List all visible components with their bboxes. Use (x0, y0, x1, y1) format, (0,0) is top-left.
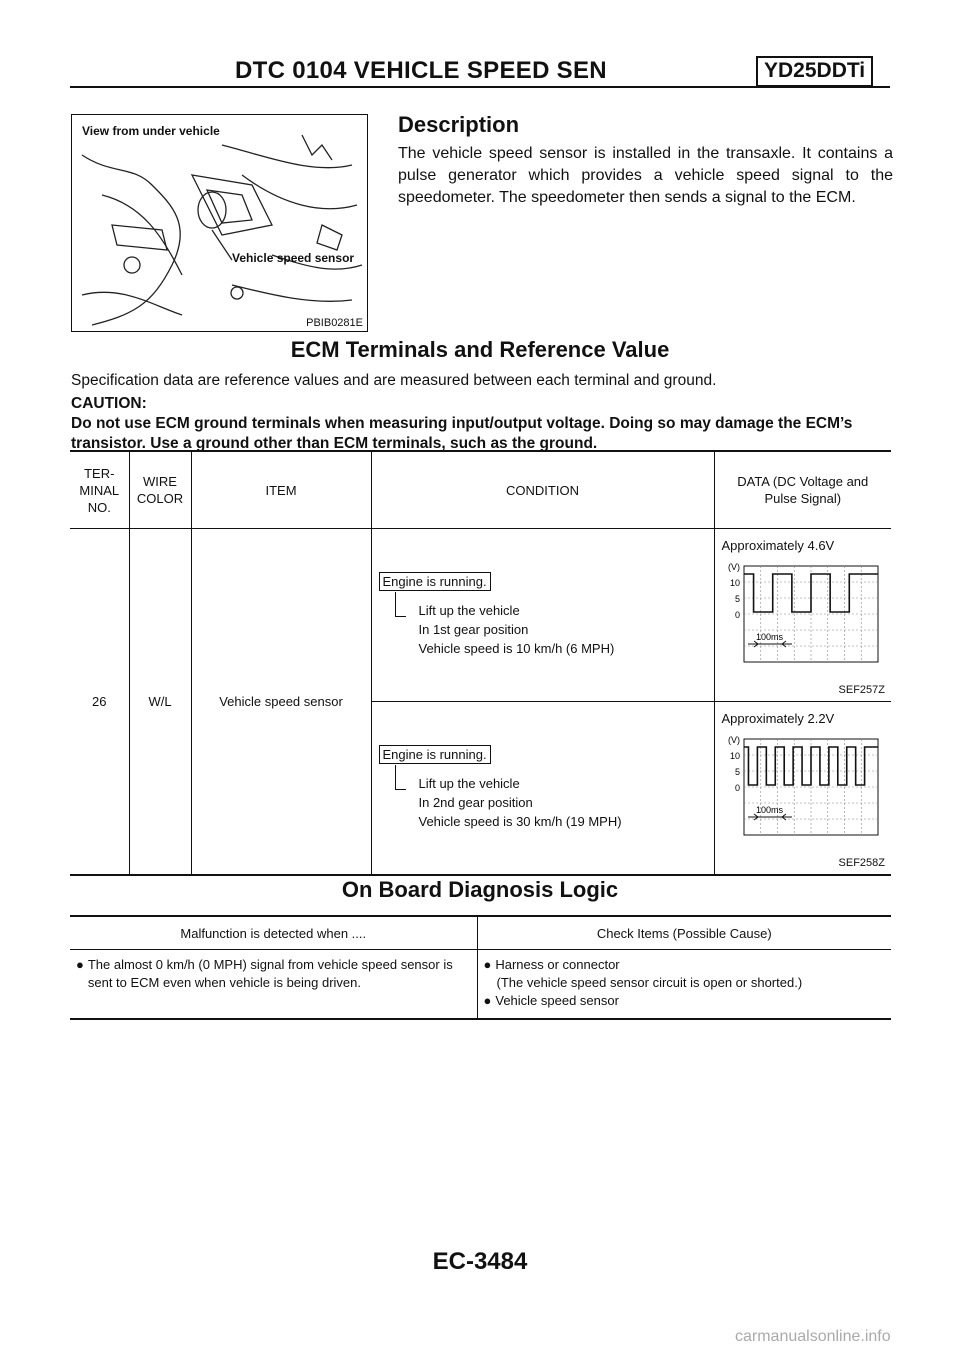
data-cell (714, 529, 891, 702)
col-wire: WIRE COLOR (129, 451, 191, 529)
data-value: Approximately 2.2V (721, 711, 835, 726)
scope-waveform (716, 731, 893, 841)
condition-line: Vehicle speed is 30 km/h (19 MPH) (418, 814, 622, 829)
data-value: Approximately 4.6V (721, 538, 835, 553)
page-header-title: DTC 0104 VEHICLE SPEED SEN (235, 57, 607, 84)
data-cell (714, 702, 891, 876)
condition-line: In 1st gear position (418, 622, 529, 637)
figure-code: PBIB0281E (306, 317, 363, 329)
scope-tick: 5 (734, 594, 740, 604)
obd-col-check: Check Items (Possible Cause) (477, 916, 891, 950)
waveform-code: SEF257Z (838, 684, 885, 696)
caution-title: CAUTION: (71, 395, 147, 412)
bullet-icon: ● (483, 993, 492, 1008)
pulse-trace (744, 747, 878, 785)
obd-heading: On Board Diagnosis Logic (341, 877, 619, 902)
scope-tick: 0 (734, 610, 740, 620)
ecm-heading: ECM Terminals and Reference Value (290, 337, 670, 362)
condition-box: Engine is running. (379, 745, 491, 764)
description-text: The vehicle speed sensor is installed in the transaxle. It contains a pulse generator which provides a vehicle speed signal to the speedometer. The speedometer then sends a signal to the ECM. (398, 145, 893, 206)
check-cell (477, 950, 891, 1020)
caution-block (71, 394, 891, 454)
scope-tick: 10 (729, 578, 740, 588)
spec-note: Specification data are reference values and are measured between each terminal and ground. (71, 372, 717, 389)
check-item-note: (The vehicle speed sensor circuit is open or shorted.) (496, 975, 803, 990)
scope-tick: 10 (729, 751, 740, 761)
scope-tick: 5 (734, 767, 740, 777)
condition-line: In 2nd gear position (418, 795, 533, 810)
condition-box: Engine is running. (379, 572, 491, 591)
figure-label: Vehicle speed sensor (232, 251, 355, 265)
condition-connector (395, 765, 406, 790)
page-number: EC-3484 (432, 1248, 528, 1275)
bullet-icon: ● (76, 957, 84, 972)
col-item: ITEM (191, 451, 371, 529)
caution-text: Do not use ECM ground terminals when measuring input/output voltage. Doing so may damage the ECM’s transistor. Use a ground other than ECM terminals, such as the ground. (71, 415, 853, 452)
condition-line: Lift up the vehicle (418, 776, 520, 791)
time-label: 100ms (755, 632, 783, 642)
bullet-icon: ● (483, 957, 492, 972)
description-heading: Description (398, 112, 520, 137)
malfunction-text: The almost 0 km/h (0 MPH) signal from vehicle speed sensor is sent to ECM even when vehicle is being driven. (87, 957, 453, 990)
item-cell: Vehicle speed sensor (191, 529, 371, 876)
malfunction-cell (70, 950, 477, 1020)
table-row (70, 529, 891, 702)
ecm-terminal-table (70, 450, 891, 876)
scope-waveform (716, 558, 893, 668)
scope-tick: 0 (734, 783, 740, 793)
col-condition: CONDITION (371, 451, 714, 529)
scope-unit: (V) (727, 735, 740, 745)
col-data: DATA (DC Voltage and Pulse Signal) (714, 451, 891, 529)
waveform-code: SEF258Z (838, 857, 885, 869)
condition-line: Vehicle speed is 10 km/h (6 MPH) (418, 641, 615, 656)
wire-cell: W/L (129, 529, 191, 876)
table-row (70, 950, 891, 1020)
obd-col-malfunction: Malfunction is detected when .... (180, 925, 367, 941)
col-terminal: TER- MINAL NO. (79, 465, 120, 515)
model-badge: YD25DDTi (756, 56, 873, 87)
check-item: Vehicle speed sensor (495, 993, 619, 1008)
condition-connector (395, 592, 406, 617)
sensor-illustration (72, 115, 367, 331)
pulse-trace (744, 574, 878, 612)
sensor-location-figure (71, 114, 368, 332)
watermark: carmanualsonline.info (735, 1328, 891, 1345)
figure-caption: View from under vehicle (82, 124, 220, 138)
condition-cell (371, 529, 714, 702)
condition-cell (371, 702, 714, 876)
header-rule (70, 86, 890, 88)
check-item: Harness or connector (495, 957, 620, 972)
scope-unit: (V) (727, 562, 740, 572)
condition-line: Lift up the vehicle (418, 603, 520, 618)
terminal-cell: 26 (92, 694, 107, 709)
time-label: 100ms (755, 805, 783, 815)
obd-table (70, 915, 891, 1020)
